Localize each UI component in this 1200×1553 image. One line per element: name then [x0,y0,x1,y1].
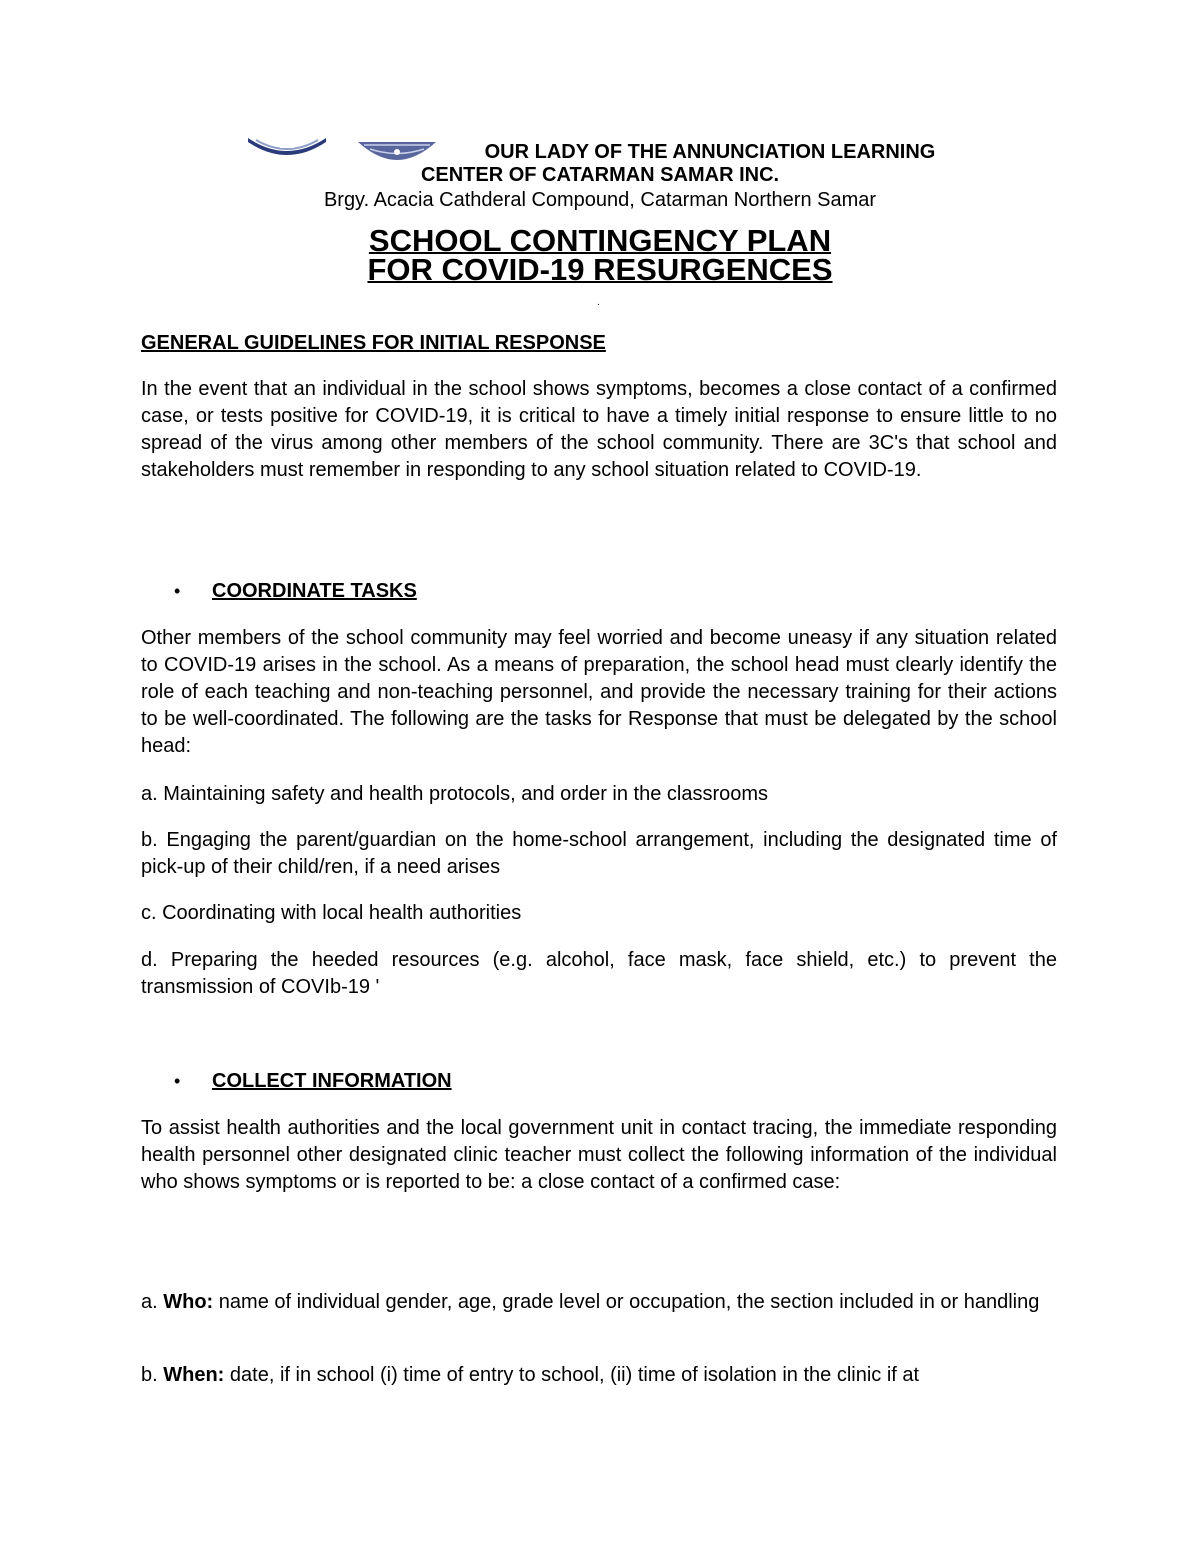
info-item-when [141,1362,1057,1389]
separator-mark: . [597,297,600,308]
title-line1: SCHOOL CONTINGENCY PLAN [368,223,832,258]
info-item-term: When: [163,1364,225,1386]
general-guidelines-heading: GENERAL GUIDELINES FOR INITIAL RESPONSE [141,332,606,354]
collect-information-paragraph: To assist health authorities and the local government unit in contact tracing, the immediate responding health personnel other designated clinic teacher must collect the following information of the individual who shows symptoms or is reported to be: a close contact of a confirmed case: [141,1117,1057,1193]
school-name-line1: OUR LADY OF THE ANNUNCIATION LEARNING [484,141,936,163]
coordinate-tasks-bullet-row [174,578,417,605]
collect-information-heading: COLLECT INFORMATION [212,1070,452,1092]
info-item-prefix: a. [141,1291,164,1313]
info-item-who [141,1289,1057,1316]
task-item-c: c. Coordinating with local health authorities [141,902,522,924]
school-name [0,140,1200,188]
info-item-term: Who: [163,1291,214,1313]
collect-information-bullet-row [174,1068,452,1095]
bullet-icon: • [174,581,181,601]
bullet-icon: • [174,1071,181,1091]
document-title [0,223,1200,287]
title-line2: FOR COVID-19 RESURGENCES [367,252,833,287]
coordinate-tasks-heading: COORDINATE TASKS [212,580,417,602]
info-item-prefix: b. [141,1364,164,1386]
task-item-d: d. Preparing the heeded resources (e.g. alcohol, face mask, face shield, etc.) to prevent the transmission of COVIb-19 ' [141,949,1057,998]
task-item-b: b. Engaging the parent/guardian on the home-school arrangement, including the designated time of pick-up of their child/ren, if a need arises [141,829,1057,878]
coordinate-tasks-paragraph: Other members of the school community may feel worried and become uneasy if any situation related to COVID-19 arises in the school. As a means of preparation, the school head must clearly identify the role of each teaching and non-teaching personnel, and provide the necessary training for their actions to be well-coordinated. The following are the tasks for Response that must be delegated by the school head: [141,627,1057,757]
school-name-line2: CENTER OF CATARMAN SAMAR INC. [420,164,780,186]
info-item-text: name of individual gender, age, grade level or occupation, the section included in or handling [213,1291,1040,1313]
general-guidelines-paragraph: In the event that an individual in the school shows symptoms, becomes a close contact of a confirmed case, or tests positive for COVID-19, it is critical to have a timely initial response to ensure little to no spread of the virus among other members of the school community. There are 3C's that school and stakeholders must remember in responding to any school situation related to COVID-19. [141,378,1057,481]
info-item-text: date, if in school (i) time of entry to school, (ii) time of isolation in the clinic if at [224,1364,920,1386]
school-address: Brgy. Acacia Cathderal Compound, Catarman Northern Samar [323,189,877,211]
task-item-a: a. Maintaining safety and health protocols, and order in the classrooms [141,783,769,805]
